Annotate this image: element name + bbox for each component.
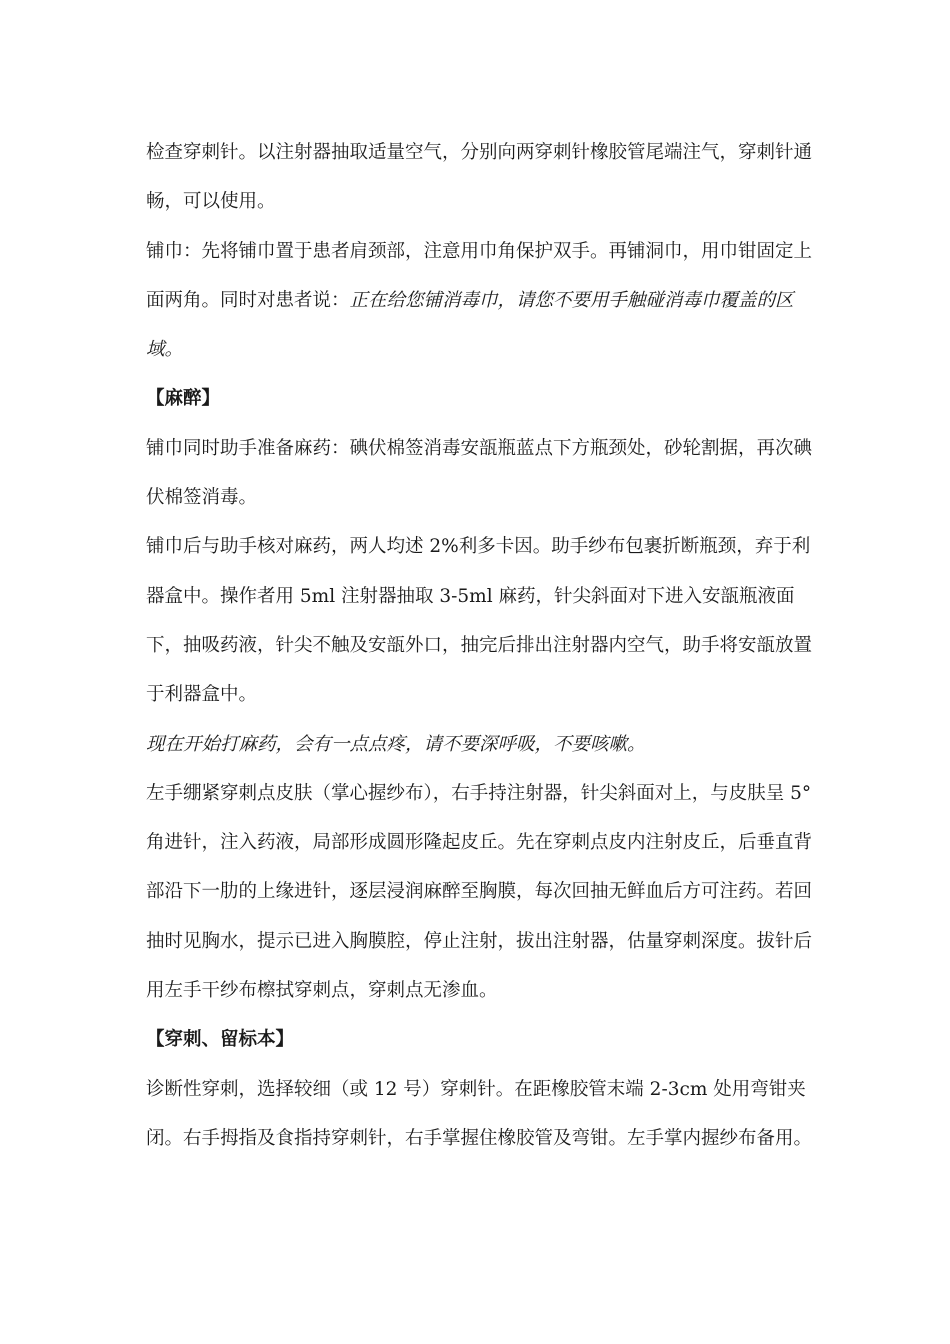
paragraph-patient-speech-anesthesia: 现在开始打麻药，会有一点点疼，请不要深呼吸，不要咳嗽。 bbox=[146, 733, 646, 755]
draping-instruction-text: 铺巾：先将铺巾置于患者肩颈部，注意用巾角保护双手。再铺洞巾，用巾钳固定上面两角。同时对患者说： bbox=[146, 240, 813, 311]
draping-patient-speech: 正在给您铺消毒巾，请您不要用手触碰消毒巾覆盖的区域。 bbox=[146, 289, 794, 361]
paragraph-verify-anesthetic: 铺巾后与助手核对麻药，两人均述 2%利多卡因。助手纱布包裹折断瓶颈，弃于利器盒中。操作者用 5ml 注射器抽取 3-5ml 麻药，针尖斜面对下进入安瓿瓶液面下，抽吸药液，针尖不触及安瓿外口，抽完后排出注射器内空气，助手将安瓿放置于利器盒中。 bbox=[146, 536, 813, 706]
paragraph-prepare-anesthetic: 铺巾同时助手准备麻药：碘伏棉签消毒安瓿瓶蓝点下方瓶颈处，砂轮割据，再次碘伏棉签消毒。 bbox=[146, 437, 813, 509]
section-heading-anesthesia: 【麻醉】 bbox=[146, 388, 221, 410]
paragraph-diagnostic-puncture: 诊断性穿刺，选择较细（或 12 号）穿刺针。在距橡胶管末端 2-3cm 处用弯钳夹闭。右手拇指及食指持穿刺针，右手掌握住橡胶管及弯钳。左手掌内握纱布备用。 bbox=[146, 1078, 813, 1149]
paragraph-local-infiltration: 左手绷紧穿刺点皮肤（掌心握纱布），右手持注射器，针尖斜面对上，与皮肤呈 5°角进针，注入药液，局部形成圆形隆起皮丘。先在穿刺点皮内注射皮丘，后垂直背部沿下一肋的上缘进针，逐层浸润麻醉至胸膜，每次回抽无鲜血后方可注药。若回抽时见胸水，提示已进入胸膜腔，停止注射，拔出注射器，估量穿刺深度。拔针后用左手干纱布檫拭穿刺点，穿刺点无渗血。 bbox=[146, 782, 813, 1002]
paragraph-check-needle: 检查穿刺针。以注射器抽取适量空气，分别向两穿刺针橡胶管尾端注气，穿刺针通畅，可以使用。 bbox=[146, 142, 813, 213]
document-body bbox=[146, 128, 812, 1163]
paragraph-draping bbox=[146, 227, 812, 375]
section-heading-puncture: 【穿刺、留标本】 bbox=[146, 1029, 295, 1051]
